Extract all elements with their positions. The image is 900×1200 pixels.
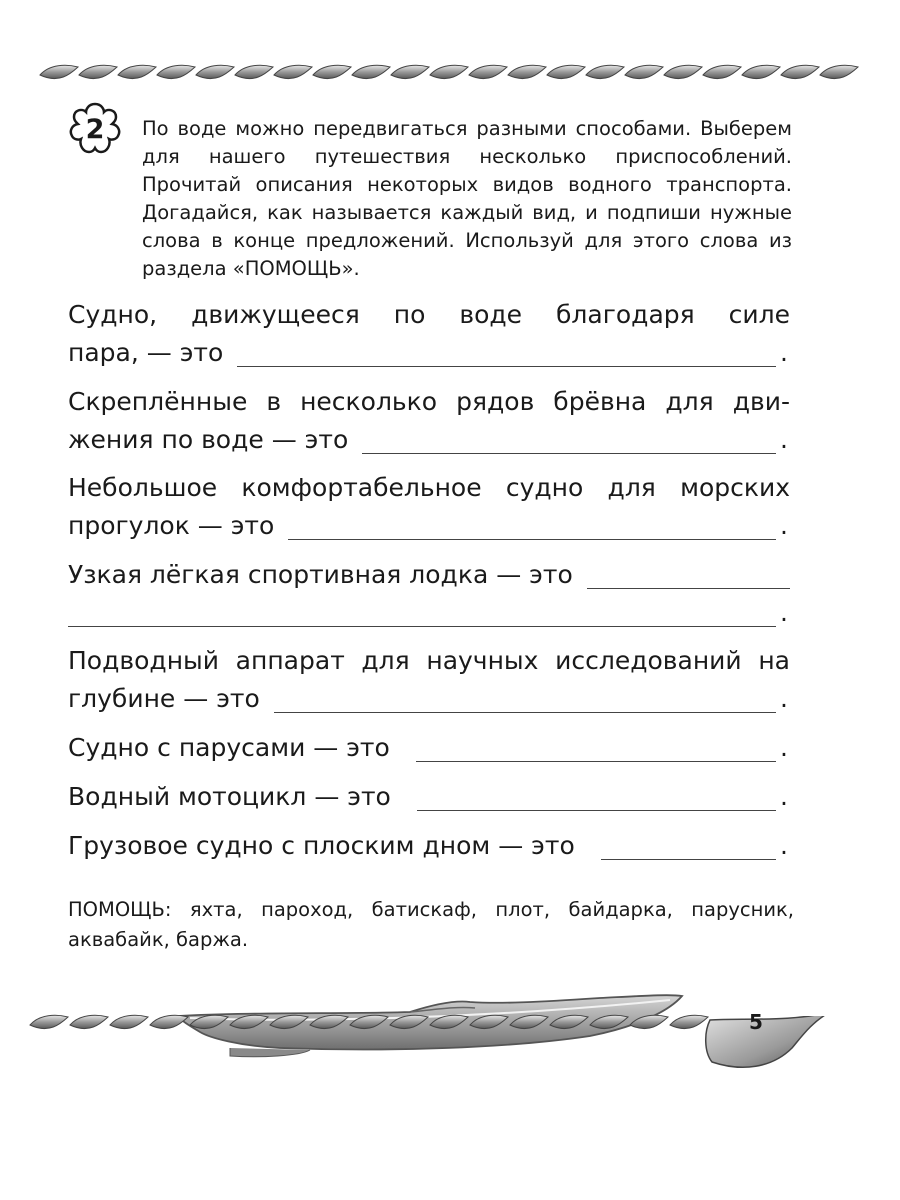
page-number: 5 (749, 1010, 763, 1034)
leaf-ornament (469, 65, 507, 78)
exercise-text: жения по воде — это (68, 425, 349, 454)
exercise-raft (68, 383, 790, 459)
leaf-ornament (781, 65, 819, 78)
exercise-text: Грузовое судно с плоским дном — это (68, 831, 575, 860)
exercise-text: Скреплённые в несколько рядов брёвна для дви- (68, 387, 790, 416)
leaf-ornament (630, 1015, 668, 1028)
leaf-ornament (470, 1015, 508, 1028)
answer-field[interactable] (362, 453, 776, 454)
leaf-ornament (274, 65, 312, 78)
answer-field[interactable] (274, 712, 776, 713)
period: . (780, 425, 788, 454)
top-leaf-border (0, 52, 900, 96)
answer-field-continuation[interactable] (68, 626, 776, 627)
leaf-ornament (150, 1015, 188, 1028)
leaf-ornament (235, 65, 273, 78)
period: . (780, 782, 788, 811)
answer-field[interactable] (417, 810, 776, 811)
exercise-barge (68, 827, 790, 865)
leaf-ornament (625, 65, 663, 78)
leaf-ornament (742, 65, 780, 78)
exercise-text: Водный мотоцикл — это (68, 782, 391, 811)
leaf-ornament (40, 65, 78, 78)
exercise-yacht (68, 469, 790, 545)
exercise-sailboat (68, 729, 790, 767)
leaf-ornament (547, 65, 585, 78)
exercise-text: Небольшое комфортабельное судно для морских (68, 473, 790, 502)
leaf-ornament (190, 1015, 228, 1028)
leaf-ornament (30, 1015, 68, 1028)
exercise-steamship (68, 296, 790, 372)
leaf-ornament (590, 1015, 628, 1028)
leaf-ornament (430, 1015, 468, 1028)
help-section (68, 895, 794, 955)
period: . (780, 684, 788, 713)
exercise-text: прогулок — это (68, 511, 275, 540)
page-tab-shape (702, 1016, 862, 1136)
help-words: яхта, пароход, батискаф, плот, байдарка, парусник, аквабайк, баржа. (68, 898, 795, 951)
answer-field[interactable] (237, 366, 776, 367)
exercise-bathyscaphe (68, 642, 790, 718)
answer-field[interactable] (601, 859, 776, 860)
leaf-ornament (196, 65, 234, 78)
exercise-text: Подводный аппарат для научных исследований на (68, 646, 790, 675)
leaf-ornament (79, 65, 117, 78)
exercise-text: глубине — это (68, 684, 260, 713)
leaf-ornament (510, 1015, 548, 1028)
leaf-ornament (118, 65, 156, 78)
period: . (780, 733, 788, 762)
leaf-ornament (820, 65, 858, 78)
leaf-ornament (310, 1015, 348, 1028)
leaf-ornament (70, 1015, 108, 1028)
answer-field[interactable] (288, 539, 776, 540)
exercise-text: пара, — это (68, 338, 224, 367)
leaf-ornament (391, 65, 429, 78)
period: . (780, 511, 788, 540)
exercise-aquabike (68, 778, 790, 816)
leaf-ornament (390, 1015, 428, 1028)
period: . (780, 831, 788, 860)
leaf-ornament (508, 65, 546, 78)
period: . (780, 338, 788, 367)
leaf-ornament (350, 1015, 388, 1028)
leaf-ornament (664, 65, 702, 78)
leaf-ornament (270, 1015, 308, 1028)
task-instruction: По воде можно передвигаться разными способами. Выберем для нашего путешествия несколько приспособлений. Прочитай описания некоторых видов водного транспорта. Догадайся, как называется каждый вид, и подпиши нужные слова в конце предложений. Используй для этого слова из раздела «ПОМОЩЬ». (142, 117, 792, 280)
answer-field[interactable] (416, 761, 776, 762)
leaf-ornament (157, 65, 195, 78)
leaf-ornament (430, 65, 468, 78)
exercise-text: Судно, движущееся по воде благодаря силе (68, 300, 790, 329)
leaf-ornament (110, 1015, 148, 1028)
leaf-ornament (313, 65, 351, 78)
help-label: ПОМОЩЬ: (68, 898, 172, 921)
leaf-ornament (550, 1015, 588, 1028)
exercise-text: Судно с парусами — это (68, 733, 390, 762)
exercise-text: Узкая лёгкая спортивная лодка — это (68, 560, 573, 589)
period: . (780, 598, 788, 627)
exercise-kayak (68, 556, 790, 632)
leaf-ornament (230, 1015, 268, 1028)
answer-field[interactable] (587, 588, 790, 589)
leaf-ornament (586, 65, 624, 78)
task-number: 2 (85, 113, 105, 145)
leaf-ornament (352, 65, 390, 78)
leaf-ornament (703, 65, 741, 78)
